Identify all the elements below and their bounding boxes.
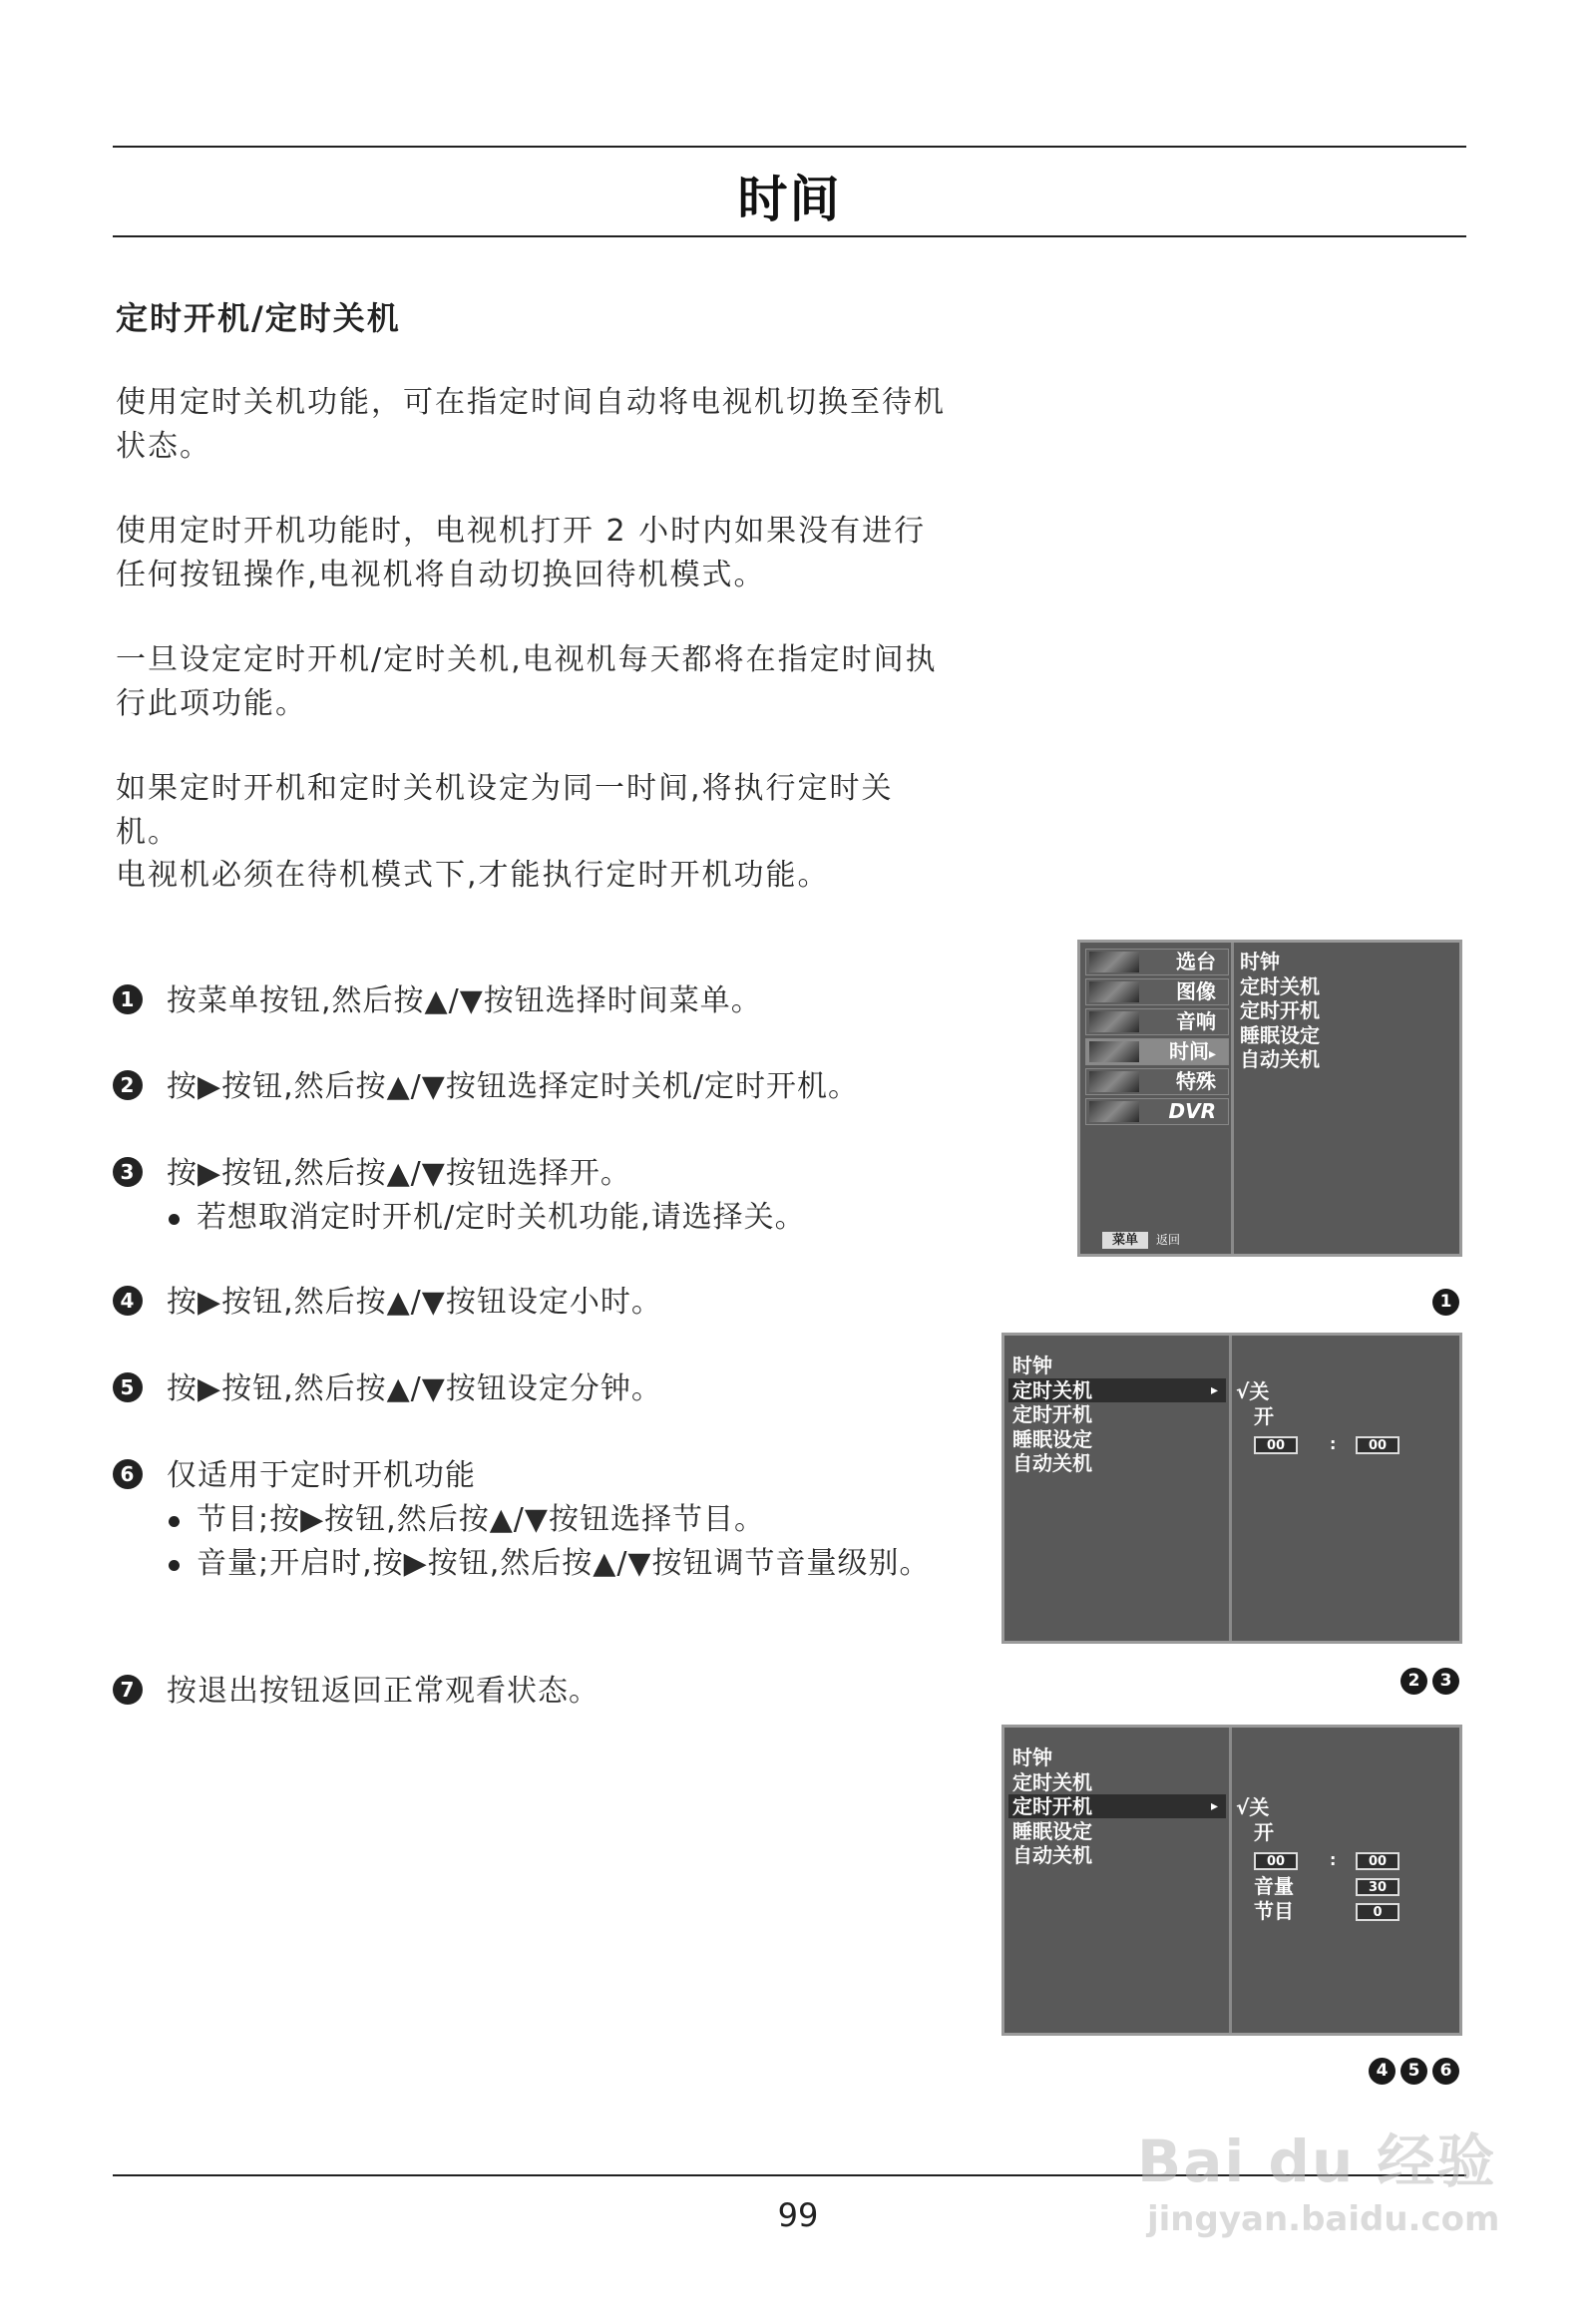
osd-screen-on-timer — [1001, 1725, 1462, 2036]
menu-item-on-timer[interactable]: 定时开机 — [1012, 1794, 1092, 1818]
menu-item-on-timer[interactable]: 定时开机 — [1012, 1402, 1092, 1426]
paragraph-5: 电视机必须在待机模式下,才能执行定时开机功能。 — [116, 858, 830, 893]
section-subtitle: 定时开机/定时关机 — [116, 299, 401, 337]
step-text: 按▶按钮,然后按▲/▼按钮选择定时关机/定时开机。 — [167, 1069, 859, 1104]
right-arrow-icon: ▸ — [1211, 1798, 1219, 1814]
time-thumb-icon — [1089, 1041, 1139, 1062]
screen-divider — [1229, 1336, 1232, 1641]
screen-divider — [1229, 1728, 1232, 2033]
step-6 — [113, 1454, 951, 1586]
menu-item-on-timer[interactable]: 定时开机 — [1240, 998, 1320, 1022]
menu-tab-dvr[interactable]: DVR — [1085, 1098, 1229, 1125]
menu-tab-sound[interactable]: 音响 — [1085, 1008, 1229, 1035]
menu-item-off-timer[interactable]: 定时关机 — [1012, 1769, 1092, 1794]
step-bullet: 节目;按▶按钮,然后按▲/▼按钮选择节目。 — [113, 1498, 951, 1542]
bullet-dot-icon — [169, 1214, 180, 1225]
top-rule — [113, 146, 1466, 148]
menu-item-off-timer[interactable]: 定时关机 — [1240, 973, 1320, 998]
step-text: 按菜单按钮,然后按▲/▼按钮选择时间菜单。 — [167, 983, 762, 1018]
channel-thumb-icon — [1089, 952, 1139, 972]
special-thumb-icon — [1089, 1071, 1139, 1092]
menu-item-off-timer[interactable]: 定时关机 — [1012, 1377, 1092, 1402]
minute-field[interactable]: 00 — [1356, 1436, 1399, 1454]
time-menu-list — [1240, 950, 1320, 1072]
caption-number-icon: 2 — [1400, 1668, 1427, 1695]
step-text: 按▶按钮,然后按▲/▼按钮设定小时。 — [167, 1285, 662, 1320]
figure-caption-1 — [1427, 1289, 1459, 1316]
screen-divider — [1231, 943, 1234, 1254]
menu-tab-time[interactable]: 时间▸ — [1085, 1038, 1229, 1065]
bullet-dot-icon — [169, 1560, 180, 1571]
step-number-icon: 3 — [113, 1157, 143, 1187]
watermark-logo: Bai du 经验 — [1137, 2128, 1497, 2195]
dvr-thumb-icon — [1089, 1101, 1139, 1122]
title-rule — [113, 235, 1466, 237]
step-number-icon: 1 — [113, 984, 143, 1014]
caption-number-icon: 1 — [1432, 1289, 1459, 1316]
paragraph-4: 如果定时开机和定时关机设定为同一时间,将执行定时关机。 — [116, 771, 894, 850]
caption-number-icon: 5 — [1400, 2058, 1427, 2085]
menu-tab-channel[interactable]: 选台 — [1085, 949, 1229, 975]
right-arrow-icon: ▸ — [1208, 1046, 1216, 1062]
paragraph-2: 使用定时开机功能时，电视机打开 2 小时内如果没有进行任何按钮操作,电视机将自动切换回待机模式。 — [116, 514, 927, 592]
hour-field[interactable]: 00 — [1254, 1852, 1298, 1870]
osd-screen-off-timer — [1001, 1333, 1462, 1644]
menu-item-clock[interactable]: 时钟 — [1240, 950, 1280, 973]
sound-thumb-icon — [1089, 1011, 1139, 1032]
timer-menu-list — [1012, 1745, 1092, 1868]
menu-item-auto-off[interactable]: 自动关机 — [1240, 1047, 1320, 1071]
hour-field[interactable]: 00 — [1254, 1436, 1298, 1454]
volume-field[interactable]: 30 — [1356, 1878, 1399, 1896]
paragraph-3: 一旦设定定时开机/定时关机,电视机每天都将在指定时间执行此项功能。 — [116, 642, 938, 721]
menu-item-auto-off[interactable]: 自动关机 — [1012, 1843, 1092, 1867]
osd-screen-main-menu — [1077, 940, 1462, 1257]
step-7 — [113, 1670, 951, 1714]
volume-label: 音量 — [1254, 1874, 1294, 1898]
step-5 — [113, 1367, 951, 1411]
timer-menu-list — [1012, 1354, 1092, 1476]
step-2 — [113, 1065, 951, 1109]
option-off[interactable]: √关 — [1236, 1379, 1270, 1403]
option-off[interactable]: √关 — [1236, 1795, 1270, 1819]
step-number-icon: 6 — [113, 1459, 143, 1489]
time-colon: : — [1330, 1434, 1337, 1453]
watermark-url: jingyan.baidu.com — [1147, 2199, 1500, 2239]
step-1 — [113, 979, 951, 1023]
menu-button[interactable]: 菜单 — [1102, 1232, 1148, 1249]
step-text: 按▶按钮,然后按▲/▼按钮选择开。 — [167, 1156, 631, 1191]
page-title: 时间 — [737, 171, 842, 228]
step-text: 按▶按钮,然后按▲/▼按钮设定分钟。 — [167, 1371, 662, 1406]
step-number-icon: 7 — [113, 1675, 143, 1705]
picture-thumb-icon — [1089, 981, 1139, 1002]
time-colon: : — [1330, 1850, 1337, 1869]
step-bullet: 若想取消定时开机/定时关机功能,请选择关。 — [113, 1196, 951, 1240]
page-number: 99 — [777, 2196, 819, 2234]
paragraph-1: 使用定时关机功能，可在指定时间自动将电视机切换至待机状态。 — [116, 385, 946, 464]
figure-caption-3 — [1364, 2058, 1459, 2085]
return-label: 返回 — [1156, 1233, 1181, 1247]
step-4 — [113, 1281, 951, 1325]
bullet-dot-icon — [169, 1516, 180, 1527]
menu-item-clock[interactable]: 时钟 — [1012, 1354, 1052, 1377]
menu-item-sleep[interactable]: 睡眠设定 — [1012, 1818, 1092, 1843]
program-label: 节目 — [1254, 1899, 1294, 1923]
step-3 — [113, 1152, 951, 1240]
menu-item-auto-off[interactable]: 自动关机 — [1012, 1451, 1092, 1475]
menu-item-sleep[interactable]: 睡眠设定 — [1012, 1426, 1092, 1451]
minute-field[interactable]: 00 — [1356, 1852, 1399, 1870]
caption-number-icon: 3 — [1432, 1668, 1459, 1695]
option-on[interactable]: 开 — [1254, 1404, 1274, 1428]
menu-tab-special[interactable]: 特殊 — [1085, 1068, 1229, 1095]
menu-item-clock[interactable]: 时钟 — [1012, 1745, 1052, 1769]
caption-number-icon: 4 — [1369, 2058, 1396, 2085]
program-field[interactable]: 0 — [1356, 1903, 1399, 1921]
step-text: 按退出按钮返回正常观看状态。 — [167, 1674, 599, 1709]
figure-caption-2 — [1396, 1668, 1459, 1695]
option-on[interactable]: 开 — [1254, 1820, 1274, 1844]
caption-number-icon: 6 — [1432, 2058, 1459, 2085]
step-text: 仅适用于定时开机功能 — [167, 1458, 476, 1493]
step-number-icon: 2 — [113, 1070, 143, 1100]
menu-item-sleep[interactable]: 睡眠设定 — [1240, 1022, 1320, 1047]
step-number-icon: 4 — [113, 1286, 143, 1316]
step-number-icon: 5 — [113, 1372, 143, 1402]
menu-tab-picture[interactable]: 图像 — [1085, 978, 1229, 1005]
right-arrow-icon: ▸ — [1211, 1382, 1219, 1398]
step-bullet: 音量;开启时,按▶按钮,然后按▲/▼按钮调节音量级别。 — [113, 1542, 955, 1586]
